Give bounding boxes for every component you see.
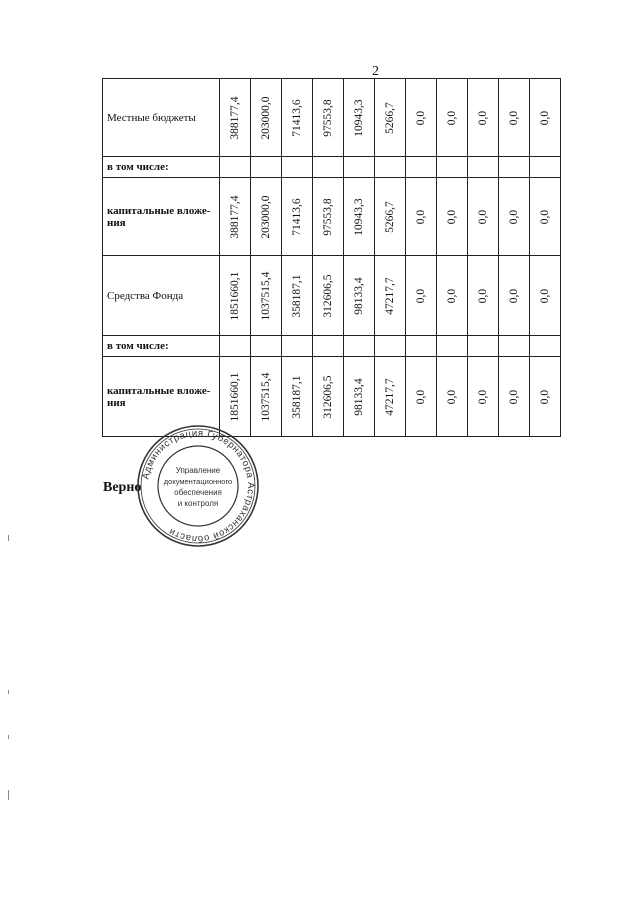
cell-value: 312606,5: [322, 374, 334, 419]
table-cell: [282, 336, 313, 357]
table-cell: [499, 157, 530, 178]
table-cell: [313, 336, 344, 357]
cell-value: 0,0: [415, 288, 427, 303]
table-row: [103, 336, 561, 357]
cell-value: 1851660,1: [229, 271, 241, 320]
cell-value: 0,0: [477, 110, 489, 125]
certification-text: Верно: [103, 480, 142, 495]
cell-value: 0,0: [415, 209, 427, 224]
table-cell: [499, 79, 530, 157]
table-cell: [468, 256, 499, 336]
row-label: в том числе:: [103, 336, 220, 357]
table-cell: [220, 256, 251, 336]
row-label: капитальные вложе-ния: [103, 357, 220, 437]
table-cell: [406, 79, 437, 157]
table-cell: [251, 157, 282, 178]
cell-value: 0,0: [415, 110, 427, 125]
cell-value: 1851660,1: [229, 372, 241, 421]
cell-value: 203000,0: [260, 95, 272, 140]
table-cell: [220, 336, 251, 357]
cell-value: 97553,8: [322, 98, 334, 137]
table-cell: [530, 178, 561, 256]
table-cell: [282, 157, 313, 178]
table-cell: [251, 336, 282, 357]
cell-value: 388177,4: [229, 194, 241, 239]
cell-value: 71413,6: [291, 98, 303, 137]
scan-artifact: [8, 690, 9, 694]
table-cell: [437, 178, 468, 256]
cell-value: 0,0: [508, 389, 520, 404]
table-cell: [375, 178, 406, 256]
stamp-line-2: документационного: [163, 477, 233, 486]
stamp-outer-text: Администрация Губернатора Астраханской области: [140, 427, 257, 545]
table-cell: [313, 178, 344, 256]
cell-value: 47217,7: [384, 377, 396, 416]
cell-value: 0,0: [539, 389, 551, 404]
cell-value: 388177,4: [229, 95, 241, 140]
table-cell: [437, 357, 468, 437]
table-cell: [530, 79, 561, 157]
table-cell: [344, 256, 375, 336]
table-cell: [220, 178, 251, 256]
row-label: в том числе:: [103, 157, 220, 178]
table-cell: [437, 157, 468, 178]
stamp-line-1: Управление: [175, 466, 221, 475]
cell-value: 0,0: [446, 288, 458, 303]
cell-value: 0,0: [446, 110, 458, 125]
table-cell: [375, 256, 406, 336]
table-cell: [530, 336, 561, 357]
cell-value: 0,0: [446, 209, 458, 224]
cell-value: 47217,7: [384, 276, 396, 315]
cell-value: 0,0: [539, 288, 551, 303]
cell-value: 0,0: [539, 110, 551, 125]
cell-value: 0,0: [539, 209, 551, 224]
table-cell: [282, 256, 313, 336]
table-cell: [468, 336, 499, 357]
table-cell: [375, 336, 406, 357]
table-cell: [344, 157, 375, 178]
cell-value: 0,0: [477, 209, 489, 224]
table-cell: [282, 357, 313, 437]
table-row: [103, 256, 561, 336]
cell-value: 1037515,4: [260, 271, 272, 320]
table-cell: [251, 79, 282, 157]
cell-value: 203000,0: [260, 194, 272, 239]
cell-value: 71413,6: [291, 197, 303, 236]
table-cell: [468, 157, 499, 178]
cell-value: 358187,1: [291, 273, 303, 318]
table-cell: [282, 178, 313, 256]
table-cell: [437, 336, 468, 357]
table-cell: [313, 357, 344, 437]
cell-value: 0,0: [415, 389, 427, 404]
cell-value: 97553,8: [322, 197, 334, 236]
table-cell: [406, 357, 437, 437]
cell-value: 5266,7: [384, 200, 396, 233]
table-row: [103, 178, 561, 256]
table-cell: [406, 256, 437, 336]
scan-artifact: [8, 735, 9, 739]
table-cell: [344, 178, 375, 256]
cell-value: 0,0: [508, 288, 520, 303]
budget-table: [102, 78, 561, 437]
table-cell: [530, 256, 561, 336]
table-cell: [406, 157, 437, 178]
table-cell: [499, 357, 530, 437]
table-cell: [313, 256, 344, 336]
table-cell: [344, 79, 375, 157]
table-cell: [499, 336, 530, 357]
table-cell: [468, 79, 499, 157]
table-cell: [251, 256, 282, 336]
stamp-line-3: обеспечения: [174, 488, 222, 497]
table-cell: [406, 336, 437, 357]
cell-value: 98133,4: [353, 276, 365, 315]
table-cell: [313, 157, 344, 178]
cell-value: 312606,5: [322, 273, 334, 318]
cell-value: 0,0: [446, 389, 458, 404]
table-cell: [437, 256, 468, 336]
cell-value: 98133,4: [353, 377, 365, 416]
cell-value: 0,0: [477, 389, 489, 404]
table-cell: [344, 357, 375, 437]
table-cell: [530, 157, 561, 178]
cell-value: 1037515,4: [260, 372, 272, 421]
cell-value: 0,0: [508, 209, 520, 224]
row-label: Местные бюджеты: [103, 79, 220, 157]
cell-value: 10943,3: [353, 197, 365, 236]
table-cell: [344, 336, 375, 357]
cell-value: 358187,1: [291, 374, 303, 419]
table-cell: [530, 357, 561, 437]
table-cell: [220, 157, 251, 178]
table-cell: [406, 178, 437, 256]
cell-value: 0,0: [477, 288, 489, 303]
table-cell: [220, 79, 251, 157]
table-row: [103, 157, 561, 178]
table-cell: [437, 79, 468, 157]
stamp-line-4: и контроля: [177, 499, 219, 508]
table-cell: [499, 256, 530, 336]
table-cell: [375, 157, 406, 178]
page-number: 2: [372, 64, 379, 79]
row-label: капитальные вложе-ния: [103, 178, 220, 256]
row-label: Средства Фонда: [103, 256, 220, 336]
table-cell: [468, 178, 499, 256]
cell-value: 0,0: [508, 110, 520, 125]
table-cell: [375, 357, 406, 437]
scan-artifact: [8, 535, 9, 541]
table-cell: [282, 79, 313, 157]
table-cell: [499, 178, 530, 256]
cell-value: 10943,3: [353, 98, 365, 137]
official-stamp: [136, 424, 260, 548]
table-cell: [313, 79, 344, 157]
scan-artifact: [8, 790, 9, 800]
table-cell: [375, 79, 406, 157]
table-cell: [251, 178, 282, 256]
table-cell: [468, 357, 499, 437]
table-row: [103, 79, 561, 157]
cell-value: 5266,7: [384, 101, 396, 134]
